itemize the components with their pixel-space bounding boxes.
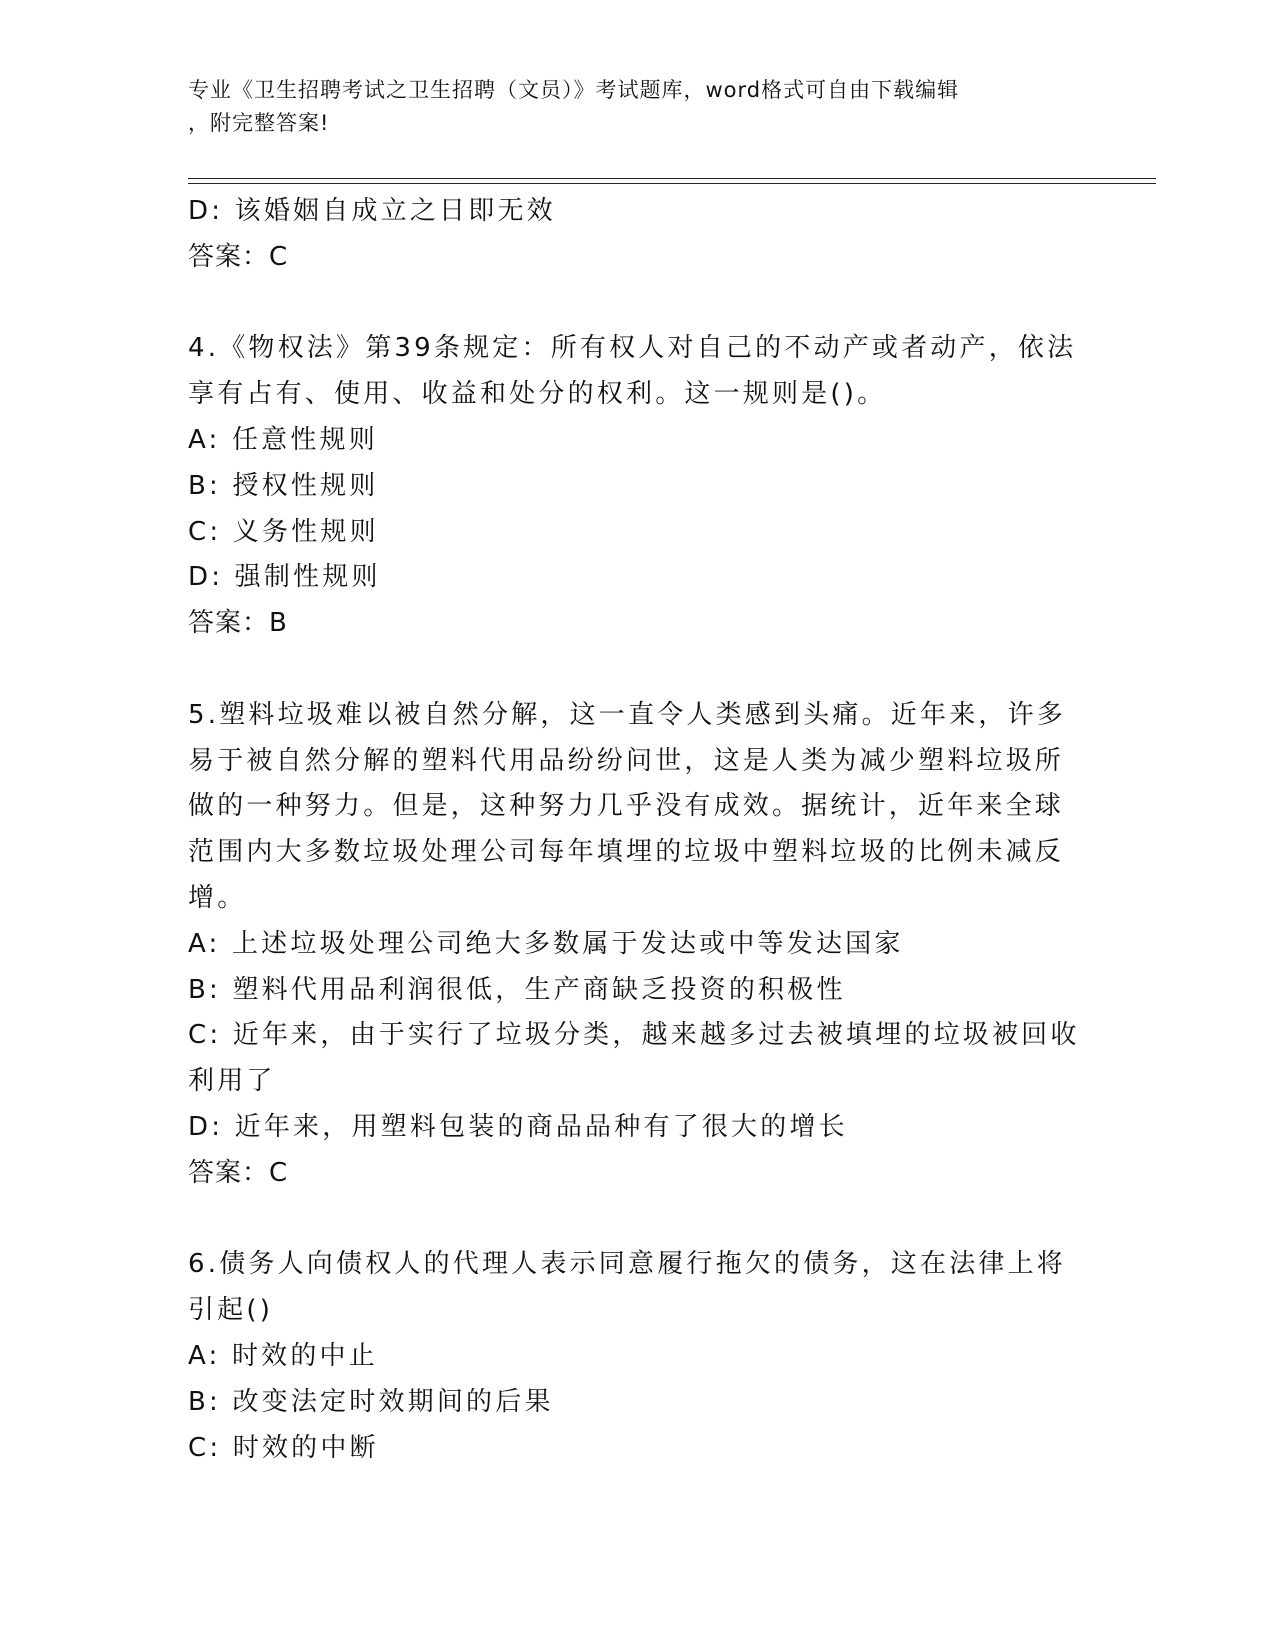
question-block-5 [188,693,1088,1197]
option-b: B: 改变法定时效期间的后果 [188,1386,554,1417]
question-stem: 范围内大多数垃圾处理公司每年填埋的垃圾中塑料垃圾的比例未减反 [188,837,1065,868]
spacer [188,281,1088,327]
answer-text: 答案：B [188,608,288,639]
option-a: A: 时效的中止 [188,1340,378,1371]
header-line-1: 专业《卫生招聘考试之卫生招聘（文员）》考试题库，word格式可自由下载编辑 [188,78,960,102]
option-d: D: 近年来，用塑料包装的商品品种有了很大的增长 [188,1111,848,1142]
header-divider-bottom [188,183,1156,184]
option-c: C: 义务性规则 [188,516,379,547]
option-a: A: 任意性规则 [188,424,378,455]
spacer [188,1197,1088,1243]
option-b: B: 授权性规则 [188,470,379,501]
question-stem: 易于被自然分解的塑料代用品纷纷问世，这是人类为减少塑料垃圾所 [188,745,1065,776]
option-a: A: 上述垃圾处理公司绝大多数属于发达或中等发达国家 [188,928,904,959]
question-block-6 [188,1242,1088,1471]
question-stem: 增。 [188,882,247,913]
question-block-4 [188,326,1088,647]
option-c: C: 近年来，由于实行了垃圾分类，越来越多过去被填埋的垃圾被回收 [188,1020,1080,1051]
question-block-previous [188,189,1088,281]
answer-text: 答案：C [188,1157,289,1188]
document-header [188,74,1088,140]
header-line-2: ，附完整答案! [188,111,330,135]
option-c-continued: 利用了 [188,1066,276,1097]
question-stem: 5.塑料垃圾难以被自然分解，这一直令人类感到头痛。近年来，许多 [188,699,1067,730]
spacer [188,647,1088,693]
option-d: D: 强制性规则 [188,562,381,593]
answer-text: 答案：C [188,241,289,272]
question-stem: 引起() [188,1295,274,1326]
option-c: C: 时效的中断 [188,1432,379,1463]
question-stem: 6.债务人向债权人的代理人表示同意履行拖欠的债务，这在法律上将 [188,1249,1067,1280]
option-d: D: 该婚姻自成立之日即无效 [188,196,556,226]
document-body [188,189,1088,1471]
question-stem: 做的一种努力。但是，这种努力几乎没有成效。据统计，近年来全球 [188,791,1065,822]
option-b: B: 塑料代用品利润很低，生产商缺乏投资的积极性 [188,974,846,1005]
header-divider-top [188,178,1156,179]
question-stem: 享有占有、使用、收益和处分的权利。这一规则是()。 [188,379,887,410]
question-stem: 4.《物权法》第39条规定：所有权人对自己的不动产或者动产，依法 [188,333,1077,364]
